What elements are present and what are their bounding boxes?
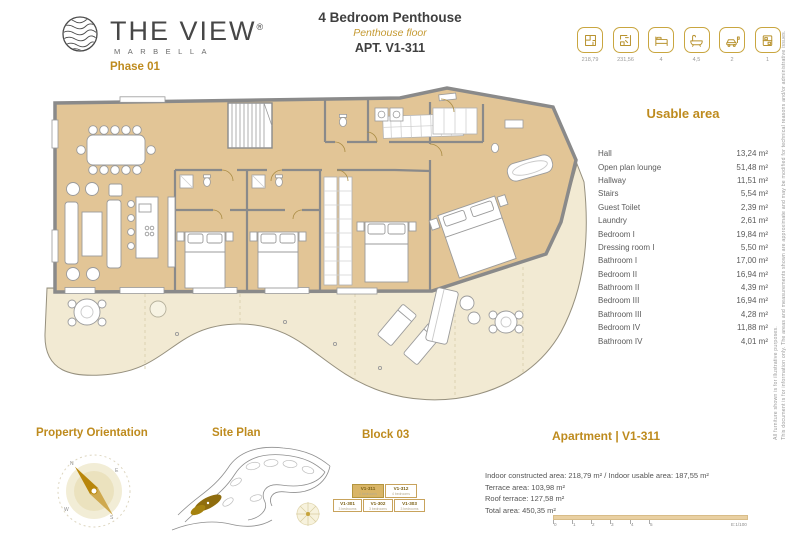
block-unit-v1-312: V1-312 4 bedrooms [385, 484, 417, 498]
globe-icon [58, 12, 102, 56]
usable-area-title: Usable area [646, 106, 720, 121]
brand-logo [58, 12, 265, 56]
registered-mark: ® [256, 22, 266, 32]
table-row: Hallway 11,51 m² [598, 175, 768, 185]
table-row: Bathroom III 4,28 m² [598, 309, 768, 319]
compass-w: W [64, 507, 69, 513]
summary-line: Total area: 450,35 m² [485, 505, 556, 515]
stats-strip [577, 27, 781, 63]
scale-label: E:1/100 [731, 522, 747, 527]
floor-plan-drawing [25, 82, 590, 427]
unit-apt-number: APT. V1-311 [354, 41, 426, 55]
storage-icon [755, 27, 781, 53]
block-title: Block 03 [362, 429, 410, 441]
table-row: Bathroom IV 4,01 m² [598, 336, 768, 346]
property-orientation-title: Property Orientation [36, 427, 148, 439]
unit-title: 4 Bedroom Penthouse [318, 10, 462, 25]
table-row: Dressing room I 5,50 m² [598, 242, 768, 252]
site-plan-title: Site Plan [212, 427, 261, 439]
highlighted-block [189, 491, 224, 517]
stat-bedrooms: 4 [648, 27, 674, 63]
table-row: Stairs 5,54 m² [598, 189, 768, 199]
table-row: Bathroom II 4,39 m² [598, 283, 768, 293]
terrace-area-icon [613, 27, 639, 53]
bedrooms-icon [648, 27, 674, 53]
block-unit-v1-311: V1-311 4 bedrooms [352, 484, 384, 498]
usable-area-panel [598, 106, 768, 348]
summary-line: Indoor constructed area: 218,79 m² / Indoor usable area: 187,55 m² [485, 471, 709, 480]
unit-floor: Penthouse floor [353, 27, 427, 39]
stairs [228, 103, 272, 148]
bathrooms-icon [684, 27, 710, 53]
table-row: Open plan lounge 51,48 m² [598, 162, 768, 172]
block-unit-v1-303: V1-303 3 bedrooms [394, 499, 425, 512]
compass-e: E [115, 468, 119, 474]
stat-parking: 2 [719, 27, 745, 63]
table-row: Bedroom II 16,94 m² [598, 269, 768, 279]
compass-s: S [110, 515, 114, 521]
block-units-diagram [333, 484, 428, 516]
usable-area-table [598, 147, 768, 348]
site-compass-rose [296, 502, 320, 526]
compass-icon [52, 447, 136, 531]
disclaimer-line-1: This document is for information only. The areas and measurements shown are approximate and may be modified for technical reasons and/or administrative issues. [781, 30, 787, 440]
summary-line: Terrace area: 103,98 m² [485, 482, 566, 492]
stat-terrace-area: 231,56 [613, 27, 639, 63]
stat-storage: 1 [755, 27, 781, 63]
parking-icon [719, 27, 745, 53]
table-row: Laundry 2,61 m² [598, 216, 768, 226]
table-row: Bathroom I 17,00 m² [598, 256, 768, 266]
table-row: Bedroom I 19,84 m² [598, 229, 768, 239]
disclaimer-line-2: All furniture shown is for illustrative purposes. [773, 326, 779, 440]
block-unit-v1-301: V1-301 3 bedrooms [333, 499, 362, 512]
scale-bar: 0 1 2 3 4 5 E:1/100 [553, 515, 753, 531]
constructed-area-icon [577, 27, 603, 53]
block-unit-v1-302: V1-302 3 bedrooms [363, 499, 393, 512]
brand-title: THE VIEW® [110, 16, 266, 46]
table-row: Bedroom III 16,94 m² [598, 296, 768, 306]
scale-bar-strip [553, 515, 748, 520]
table-row: Guest Toilet 2,39 m² [598, 202, 768, 212]
phase-label: Phase 01 [110, 61, 160, 73]
stat-bathrooms: 4,5 [684, 27, 710, 63]
table-row: Bedroom IV 11,88 m² [598, 323, 768, 333]
site-plan-map [168, 440, 336, 538]
brand-subtitle: MARBELLA [114, 47, 215, 56]
table-row: Hall 13,24 m² [598, 149, 768, 159]
stat-constructed-area: 218,79 [577, 27, 603, 63]
apartment-title: Apartment | V1-311 [552, 429, 661, 443]
compass-n: N [70, 461, 74, 467]
area-summary [485, 470, 725, 516]
unit-title-block [285, 10, 495, 55]
summary-line: Roof terrace: 127,58 m² [485, 494, 565, 504]
